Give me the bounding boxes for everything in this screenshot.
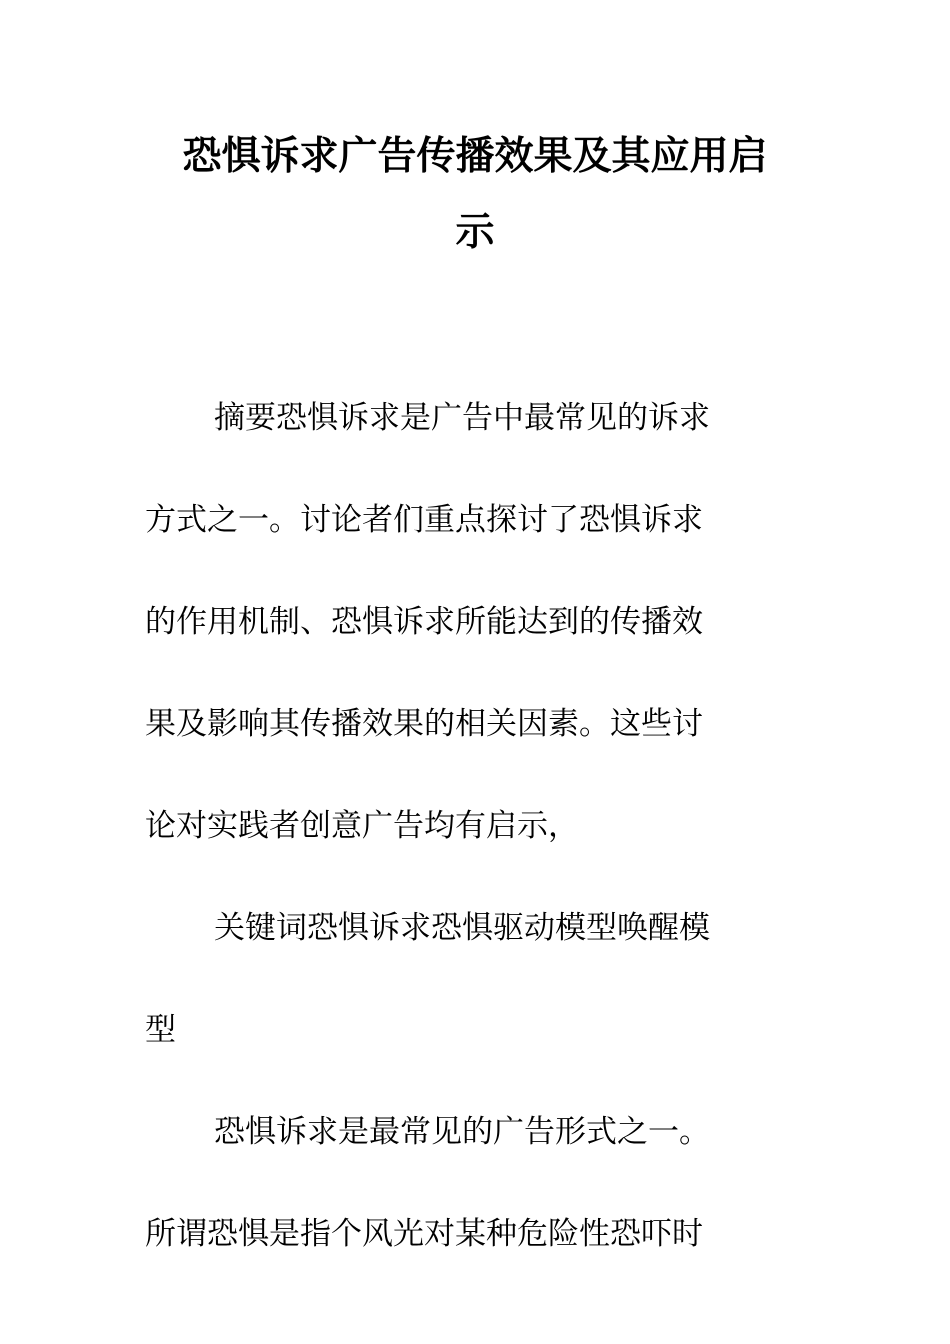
abstract-line-3: 的作用机制、恐惧诉求所能达到的传播效 xyxy=(145,604,703,640)
document-body xyxy=(145,367,785,1285)
title-line-1: 恐惧诉求广告传播效果及其应用启 xyxy=(182,133,768,179)
abstract-line-4: 果及影响其传播效果的相关因素。这些讨 xyxy=(145,706,703,742)
paragraph-line-2: 所谓恐惧是指个风光对某种危险性恐吓时 xyxy=(145,1216,703,1252)
abstract-line-1: 摘要恐惧诉求是广告中最常见的诉求 xyxy=(214,400,710,436)
title-line-2: 示 xyxy=(455,209,495,255)
keywords-line-2: 型 xyxy=(145,1012,176,1048)
paragraph-line-1: 恐惧诉求是最常见的广告形式之一。 xyxy=(214,1114,710,1150)
keywords-line-1: 关键词恐惧诉求恐惧驱动模型唤醒模 xyxy=(214,910,710,946)
document-title xyxy=(145,118,805,270)
abstract-line-2: 方式之一。讨论者们重点探讨了恐惧诉求 xyxy=(145,502,703,538)
abstract-line-5: 论对实践者创意广告均有启示， xyxy=(145,808,579,844)
